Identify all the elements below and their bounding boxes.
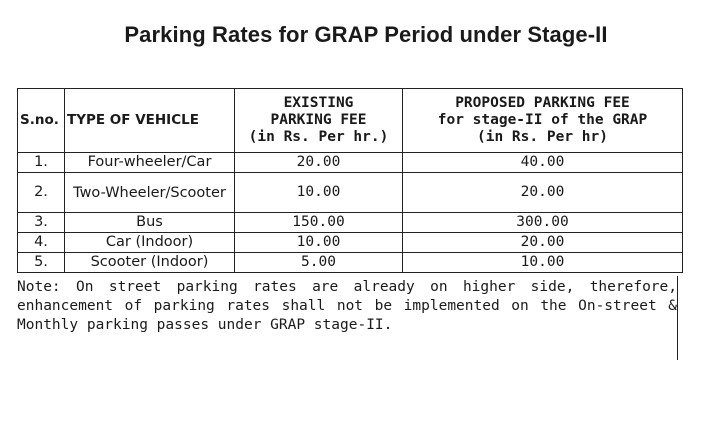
- header-proposed-line3: (in Rs. Per hr): [477, 129, 608, 145]
- page-title: Parking Rates for GRAP Period under Stage-II: [124, 22, 608, 47]
- header-vehicle-type: TYPE OF VEHICLE: [65, 89, 235, 153]
- row-sno: 2.: [18, 173, 65, 213]
- row-sno: 1.: [18, 153, 65, 173]
- row-existing-fee: 10.00: [235, 233, 403, 253]
- row-existing-fee: 5.00: [235, 253, 403, 273]
- header-proposed-line1: PROPOSED PARKING FEE: [455, 95, 630, 111]
- header-proposed-fee: [403, 89, 683, 153]
- row-existing-fee: 20.00: [235, 153, 403, 173]
- row-vehicle-type: Four-wheeler/Car: [65, 153, 235, 173]
- header-sno: S.no.: [18, 89, 65, 153]
- row-sno: 4.: [18, 233, 65, 253]
- row-vehicle-type: Two-Wheeler/Scooter: [65, 173, 235, 213]
- row-vehicle-type: Car (Indoor): [65, 233, 235, 253]
- table-row: [18, 153, 683, 173]
- header-existing-fee: [235, 89, 403, 153]
- header-existing-line3: (in Rs. Per hr.): [248, 129, 389, 145]
- table-header-row: [18, 89, 683, 153]
- parking-rates-table: [17, 88, 683, 273]
- row-existing-fee: 10.00: [235, 173, 403, 213]
- table-row: [18, 233, 683, 253]
- table-row: [18, 173, 683, 213]
- row-existing-fee: 150.00: [235, 213, 403, 233]
- row-vehicle-type: Scooter (Indoor): [65, 253, 235, 273]
- row-sno: 5.: [18, 253, 65, 273]
- header-existing-line1: EXISTING: [283, 95, 354, 111]
- note-text: Note: On street parking rates are already on higher side, therefore, enhancement of parking rates shall not be implemented on the On-street & Monthly parking passes under GRAP stage-II.: [17, 279, 677, 333]
- row-vehicle-type: Bus: [65, 213, 235, 233]
- row-proposed-fee: 40.00: [403, 153, 683, 173]
- header-proposed-line2: for stage-II of the GRAP: [437, 112, 648, 128]
- row-proposed-fee: 20.00: [403, 173, 683, 213]
- table-row: [18, 213, 683, 233]
- row-proposed-fee: 20.00: [403, 233, 683, 253]
- header-existing-line2: PARKING FEE: [270, 112, 367, 128]
- row-proposed-fee: 300.00: [403, 213, 683, 233]
- table-row: [18, 253, 683, 273]
- row-proposed-fee: 10.00: [403, 253, 683, 273]
- row-sno: 3.: [18, 213, 65, 233]
